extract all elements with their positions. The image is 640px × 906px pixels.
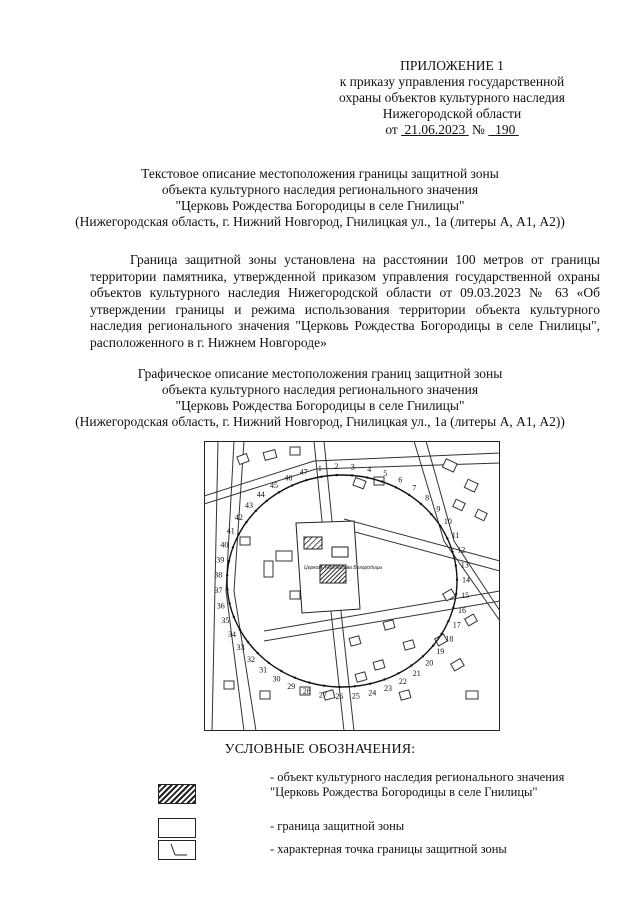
boundary-point-label: 3 <box>350 462 355 472</box>
boundary-point-marker <box>455 564 457 566</box>
boundary-point-label: 18 <box>445 634 454 644</box>
boundary-point-label: 26 <box>335 692 344 701</box>
boundary-point-label: 21 <box>412 668 421 678</box>
boundary-point-marker <box>408 494 410 496</box>
heading-line-2: объекта культурного наследия регионального значения <box>161 182 479 197</box>
boundary-point-marker <box>369 683 371 685</box>
graphic-heading-line-4: (Нижегородская область, г. Нижний Новгород, Гнилицкая ул., 1а (литеры А, А1, А2)) <box>75 414 565 429</box>
boundary-point-marker <box>381 480 383 482</box>
boundary-point-symbol-icon <box>159 841 195 859</box>
heading-line-1: Текстовое описание местоположения границы защитной зоны <box>141 166 499 181</box>
boundary-point-label: 47 <box>299 467 308 477</box>
boundary-point-marker <box>228 560 230 562</box>
appendix-date-line <box>332 122 572 138</box>
boundary-point-marker <box>366 476 368 478</box>
boundary-point-label: 32 <box>247 655 255 665</box>
appendix-line-2: охраны объектов культурного наследия <box>339 90 565 105</box>
boundary-point-marker <box>232 546 234 548</box>
boundary-point-marker <box>305 479 307 481</box>
boundary-point-label: 9 <box>436 504 441 514</box>
boundary-point-label: 23 <box>384 683 392 693</box>
boundary-point-label: 33 <box>236 643 245 653</box>
boundary-point-label: 34 <box>228 630 236 640</box>
legend-item-object: - объект культурного наследия регионального значения "Церковь Рождества Богородицы в селе Гнилицы" <box>270 770 565 799</box>
boundary-point-marker <box>245 521 247 523</box>
boundary-point-marker <box>228 602 230 604</box>
boundary-point-marker <box>320 476 322 478</box>
legend-symbol-zone-boundary <box>158 818 196 838</box>
boundary-point-label: 8 <box>425 493 430 503</box>
graphic-description-heading <box>60 366 580 430</box>
boundary-point-marker <box>336 474 338 476</box>
heading-line-3: "Церковь Рождества Богородицы в селе Гнилицы" <box>175 198 465 213</box>
boundary-point-marker <box>354 685 356 687</box>
boundary-point-marker <box>420 503 422 505</box>
graphic-heading-line-1: Графическое описание местоположения границ защитной зоны <box>137 366 503 381</box>
boundary-point-label: 42 <box>234 513 243 523</box>
boundary-point-label: 37 <box>214 586 223 596</box>
boundary-point-marker <box>432 645 434 647</box>
boundary-point-marker <box>266 500 268 502</box>
appendix-line-1: к приказу управления государственной <box>339 74 565 89</box>
legend-title: УСЛОВНЫЕ ОБОЗНАЧЕНИЯ: <box>224 742 416 757</box>
boundary-point-marker <box>323 685 325 687</box>
boundary-point-label: 2 <box>334 462 339 472</box>
object-label: Церковь Рождества Богородицы <box>304 565 383 571</box>
boundary-point-marker <box>280 670 282 672</box>
boundary-point-marker <box>233 616 235 618</box>
appendix-header <box>332 58 572 138</box>
boundary-point-marker <box>456 579 458 581</box>
boundary-point-label: 29 <box>287 681 296 691</box>
graphic-heading-line-3: "Церковь Рождества Богородицы в селе Гнилицы" <box>175 398 465 413</box>
boundary-point-marker <box>451 551 453 553</box>
boundary-point-marker <box>439 525 441 527</box>
boundary-point-label: 43 <box>245 500 253 510</box>
boundary-point-label: 38 <box>214 570 223 580</box>
boundary-point-marker <box>247 641 249 643</box>
body-paragraph: Граница защитной зоны установлена на расстоянии 100 метров от границы территории памятника, утвержденной приказом управления государственной охраны объектов культурного наследия Нижегородской области от 09.03.2023 № 63 «Об утверждении границы и режима использования территории объекта культурного наследия регионального значения "Церковь Рождества Богородицы в селе Гнилицы", расположенного в г. Нижнем Новгороде» <box>90 252 600 350</box>
boundary-point-marker <box>395 486 397 488</box>
boundary-point-marker <box>397 672 399 674</box>
boundary-point-marker <box>238 533 240 535</box>
boundary-point-label: 46 <box>284 473 293 483</box>
boundary-point-label: 5 <box>383 469 388 479</box>
boundary-point-label: 36 <box>216 601 225 611</box>
boundary-point-marker <box>447 620 449 622</box>
legend-symbol-object <box>158 784 196 804</box>
boundary-point-label: 6 <box>398 475 403 485</box>
order-date: 21.06.2023 <box>404 122 466 137</box>
boundary-point-marker <box>422 655 424 657</box>
boundary-point-label: 35 <box>221 616 230 625</box>
boundary-point-label: 24 <box>368 688 377 698</box>
boundary-point-label: 40 <box>220 540 229 550</box>
boundary-point-marker <box>308 681 310 683</box>
boundary-point-label: 31 <box>259 665 268 675</box>
boundary-point-marker <box>383 678 385 680</box>
boundary-point-marker <box>455 593 457 595</box>
boundary-point-label: 30 <box>272 674 281 684</box>
boundary-point-label: 41 <box>226 526 235 536</box>
boundary-point-label: 4 <box>367 464 372 474</box>
boundary-point-label: 11 <box>451 530 460 540</box>
appendix-line-3: Нижегородской области <box>382 106 522 121</box>
boundary-point-marker <box>452 607 454 609</box>
boundary-point-label: 22 <box>398 677 407 687</box>
text-description-heading <box>60 166 580 230</box>
boundary-point-marker <box>268 662 270 664</box>
boundary-point-marker <box>226 574 228 576</box>
boundary-point-marker <box>226 588 228 590</box>
boundary-point-label: 13 <box>460 560 469 570</box>
boundary-point-label: 19 <box>436 647 445 657</box>
legend-symbol-boundary-point <box>158 840 196 860</box>
boundary-point-label: 45 <box>270 480 278 490</box>
boundary-point-marker <box>430 513 432 515</box>
boundary-point-label: 39 <box>216 555 225 565</box>
boundary-point-label: 14 <box>462 575 470 585</box>
boundary-point-label: 27 <box>318 690 327 700</box>
boundary-point-label: 44 <box>256 490 265 500</box>
date-prefix: от <box>385 122 398 137</box>
boundary-point-label: 10 <box>443 517 452 527</box>
boundary-point-label: 1 <box>317 463 322 473</box>
boundary-point-marker <box>446 537 448 539</box>
boundary-point-label: 28 <box>302 687 311 697</box>
boundary-point-marker <box>291 484 293 486</box>
boundary-point-label: 17 <box>452 620 461 630</box>
boundary-point-marker <box>294 677 296 679</box>
boundary-point-marker <box>255 510 257 512</box>
boundary-point-marker <box>256 652 258 654</box>
protection-zone-map <box>204 441 500 731</box>
boundary-point-marker <box>440 633 442 635</box>
boundary-point-marker <box>278 491 280 493</box>
legend-item-boundary-point: - характерная точка границы защитной зоны <box>270 842 507 856</box>
order-number: 190 <box>495 122 516 137</box>
boundary-point-label: 20 <box>425 658 434 668</box>
boundary-point-marker <box>351 474 353 476</box>
boundary-point-label: 15 <box>461 590 470 600</box>
number-prefix: № <box>472 122 485 137</box>
boundary-point-label: 7 <box>412 483 417 493</box>
boundary-point-marker <box>239 629 241 631</box>
boundary-point-label: 16 <box>458 606 466 615</box>
legend-item-zone-boundary: - граница защитной зоны <box>270 819 405 833</box>
heading-line-4: (Нижегородская область, г. Нижний Новгород, Гнилицкая ул., 1а (литеры А, А1, А2)) <box>75 214 565 229</box>
boundary-point-marker <box>410 664 412 666</box>
graphic-heading-line-2: объекта культурного наследия регионального значения <box>161 382 479 397</box>
appendix-title: ПРИЛОЖЕНИЕ 1 <box>400 58 504 73</box>
boundary-point-label: 25 <box>351 691 360 701</box>
boundary-point-marker <box>338 686 340 688</box>
boundary-point-label: 12 <box>457 545 466 555</box>
